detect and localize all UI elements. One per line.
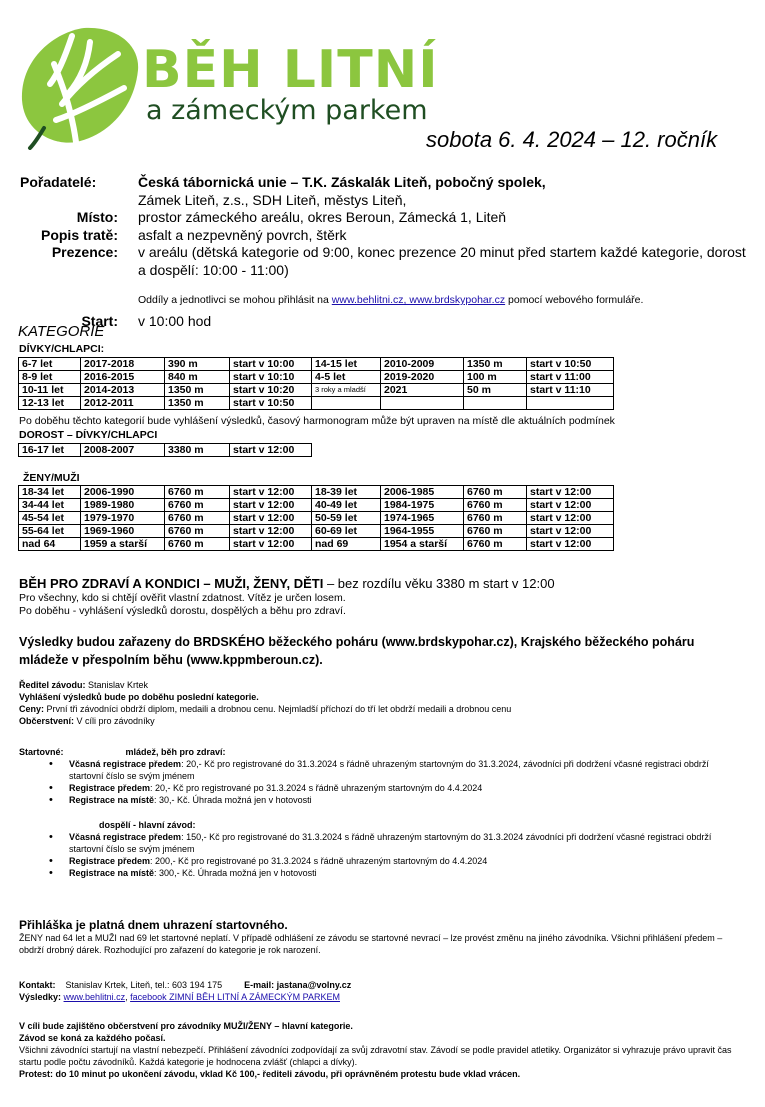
fee-detail: : 30,- Kč. Úhrada možná jen v hotovosti bbox=[154, 795, 312, 805]
table-cell: 1969-1960 bbox=[81, 525, 165, 538]
contact-label: Kontakt: bbox=[19, 980, 56, 990]
table-cell: start v 12:00 bbox=[230, 512, 312, 525]
table-row bbox=[19, 371, 614, 384]
leaf-logo-icon bbox=[14, 24, 144, 150]
application-section bbox=[19, 918, 739, 956]
kids-heading: DÍVKY/CHLAPCI: bbox=[19, 343, 105, 355]
application-title: Přihláška je platná dnem uhrazení startovného. bbox=[19, 918, 288, 932]
table-cell: 16-17 let bbox=[19, 444, 81, 457]
table-cell: 6760 m bbox=[165, 499, 230, 512]
fee-type: Registrace předem bbox=[69, 783, 151, 793]
track-value: asfalt a nezpevněný povrch, štěrk bbox=[138, 226, 347, 243]
application-text: ŽENY nad 64 let a MUŽI nad 69 let startovné neplatí. V případě odhlášení ze závodu se startovné nevrací – lze provést změnu na jiného závodníka. Všichni přihlášení předem – obdrží drobný dárek. Rozhodující pro zařazení do kategorie je rok narození. bbox=[19, 933, 723, 955]
table-cell: nad 64 bbox=[19, 538, 81, 551]
table-cell: 6760 m bbox=[464, 486, 527, 499]
start-value: v 10:00 hod bbox=[138, 312, 212, 329]
table-cell: start v 10:00 bbox=[230, 358, 312, 371]
table-cell: 2008-2007 bbox=[81, 444, 165, 457]
director-value: Stanislav Krtek bbox=[85, 680, 149, 690]
kids-note: Po doběhu těchto kategorií bude vyhlášení výsledků, časový harmonogram může být upraven na místě dle aktuálních podmínek bbox=[19, 415, 615, 427]
table-cell: 2017-2018 bbox=[81, 358, 165, 371]
table-cell: start v 12:00 bbox=[230, 525, 312, 538]
table-cell: 34-44 let bbox=[19, 499, 81, 512]
table-cell: 14-15 let bbox=[312, 358, 381, 371]
table-cell: start v 12:00 bbox=[527, 486, 614, 499]
fees-section bbox=[19, 746, 739, 879]
fee-detail: : 20,- Kč pro registrované po 31.3.2024 s řádně uhrazeným startovným do 4.4.2024 bbox=[150, 783, 483, 793]
table-cell: 2019-2020 bbox=[381, 371, 464, 384]
table-cell: 6760 m bbox=[464, 525, 527, 538]
table-cell: 18-39 let bbox=[312, 486, 381, 499]
table-cell: 10-11 let bbox=[19, 384, 81, 397]
refresh-value: V cíli pro závodníky bbox=[74, 716, 155, 726]
table-row bbox=[19, 384, 614, 397]
registration-value: v areálu (dětská kategorie od 9:00, konec prezence 20 minut před startem každé kategorie, dorost a dospělí: 10:00 - 11:00) bbox=[138, 244, 746, 278]
table-cell: 8-9 let bbox=[19, 371, 81, 384]
table-cell: start v 12:00 bbox=[527, 525, 614, 538]
table-row bbox=[19, 525, 614, 538]
contact-text: Stanislav Krtek, Liteň, tel.: 603 194 175 bbox=[65, 980, 223, 990]
fee-detail: : 150,- Kč pro registrované do 31.3.2024 s řádně uhrazeným startovným do 31.3.2024 závodníci při dodržení včasné registraci obdrží startovní číslo se svým jménem bbox=[69, 832, 712, 854]
table-cell: 1979-1970 bbox=[81, 512, 165, 525]
table-cell: 2006-1990 bbox=[81, 486, 165, 499]
health-run-section bbox=[19, 576, 749, 618]
fee-detail: : 300,- Kč. Úhrada možná jen v hotovosti bbox=[154, 868, 317, 878]
contact-email: E-mail: jastana@volny.cz bbox=[244, 980, 352, 990]
announce-text: Vyhlášení výsledků bude po doběhu poslední kategorie. bbox=[19, 692, 259, 702]
table-cell: 1350 m bbox=[165, 384, 230, 397]
fees-youth-heading: mládež, běh pro zdraví: bbox=[125, 747, 226, 757]
table-cell: 1984-1975 bbox=[381, 499, 464, 512]
table-cell: start v 12:00 bbox=[230, 538, 312, 551]
table-cell: 1954 a starší bbox=[381, 538, 464, 551]
refresh-label: Občerstvení: bbox=[19, 716, 75, 726]
fee-type: Registrace na místě bbox=[69, 795, 155, 805]
fees-label: Startovné: bbox=[19, 747, 64, 757]
footer-line-3: Všichni závodníci startují na vlastní nebezpečí. Přihlášení závodníci zodpovídají za svůj zdravotní stav. Závodí se podle pravidel atletiky. Organizátor si vyhrazuje právo upravit čas startu podle počtu závodníků. Každá kategorie je hodnocena zvlášť (chlapci a dívky). bbox=[19, 1045, 732, 1067]
footer-line-2: Závod se koná za každého počasí. bbox=[19, 1033, 166, 1043]
event-title: BĚH LITNÍ bbox=[142, 40, 439, 100]
online-text-end: pomocí webového formuláře. bbox=[505, 294, 644, 306]
table-cell: start v 12:00 bbox=[527, 538, 614, 551]
table-cell: nad 69 bbox=[312, 538, 381, 551]
organizers-line-2: Zámek Liteň, z.s., SDH Liteň, městys Liteň, bbox=[138, 191, 407, 208]
table-cell: 6760 m bbox=[464, 499, 527, 512]
table-cell: 45-54 let bbox=[19, 512, 81, 525]
prizes-value: První tři závodníci obdrží diplom, medaili a drobnou cenu. Nejmladší příchozí do tří let obdrží medaili a drobnou cenu bbox=[44, 704, 512, 714]
table-cell: start v 11:00 bbox=[527, 371, 614, 384]
results-link-facebook[interactable]: facebook ZIMNÍ BĚH LITNÍ A ZÁMECKÝM PARKEM bbox=[130, 992, 340, 1002]
director-label: Ředitel závodu: bbox=[19, 680, 86, 690]
table-cell: 6760 m bbox=[165, 512, 230, 525]
table-cell: 60-69 let bbox=[312, 525, 381, 538]
table-row bbox=[19, 486, 614, 499]
table-cell: 1964-1955 bbox=[381, 525, 464, 538]
table-cell: start v 10:50 bbox=[527, 358, 614, 371]
event-info bbox=[20, 174, 750, 330]
event-subtitle: a zámeckým parkem bbox=[146, 95, 428, 126]
youth-heading: DOROST – DÍVKY/CHLAPCI bbox=[19, 429, 158, 441]
table-cell: 390 m bbox=[165, 358, 230, 371]
table-cell: 1350 m bbox=[464, 358, 527, 371]
results-note: Výsledky budou zařazeny do BRDSKÉHO běžeckého poháru (www.brdskypohar.cz), Krajského běžeckého poháru mládeže v přespolním běhu (www.kppmberoun.cz). bbox=[19, 635, 695, 667]
youth-table bbox=[18, 443, 312, 457]
list-item bbox=[19, 867, 739, 879]
table-cell: 2016-2015 bbox=[81, 371, 165, 384]
table-cell: start v 12:00 bbox=[230, 444, 312, 457]
table-cell: start v 12:00 bbox=[230, 486, 312, 499]
table-cell: start v 12:00 bbox=[230, 499, 312, 512]
table-cell: start v 10:10 bbox=[230, 371, 312, 384]
fee-type: Registrace na místě bbox=[69, 868, 155, 878]
table-cell: 840 m bbox=[165, 371, 230, 384]
table-cell: 6760 m bbox=[464, 538, 527, 551]
table-cell: 6760 m bbox=[165, 525, 230, 538]
fee-detail: : 20,- Kč pro registrované do 31.3.2024 s řádně uhrazeným startovným do 31.3.2024, závodníci při dodržení včasné registraci obdrží startovní číslo se svým jménem bbox=[69, 759, 709, 781]
table-cell: 2006-1985 bbox=[381, 486, 464, 499]
table-cell: 18-34 let bbox=[19, 486, 81, 499]
list-item bbox=[19, 782, 739, 794]
online-registration bbox=[138, 292, 750, 310]
table-cell: start v 12:00 bbox=[527, 499, 614, 512]
place-value: prostor zámeckého areálu, okres Beroun, Zámecká 1, Liteň bbox=[138, 209, 507, 225]
details-section bbox=[19, 679, 749, 727]
online-registration-link[interactable]: www.behlitni.cz, www.brdskypohar.cz bbox=[331, 294, 506, 306]
results-link-web[interactable]: www.behlitni.cz bbox=[63, 992, 126, 1002]
table-cell: 55-64 let bbox=[19, 525, 81, 538]
event-date: sobota 6. 4. 2024 – 12. ročník bbox=[426, 127, 718, 152]
table-cell: start v 10:20 bbox=[230, 384, 312, 397]
health-run-line-2: Po doběhu - vyhlášení výsledků dorostu, dospělých a běhu pro zdraví. bbox=[19, 605, 346, 617]
kids-table bbox=[18, 357, 614, 410]
fees-adult-heading: dospělí - hlavní závod: bbox=[99, 820, 196, 830]
table-cell bbox=[527, 397, 614, 410]
table-cell: 2014-2013 bbox=[81, 384, 165, 397]
organizers-line-1: Česká tábornická unie – T.K. Záskalák Liteň, pobočný spolek, bbox=[138, 174, 546, 190]
table-cell: 2012-2011 bbox=[81, 397, 165, 410]
table-cell: start v 11:10 bbox=[527, 384, 614, 397]
table-row bbox=[19, 358, 614, 371]
adult-fees-list bbox=[19, 831, 739, 879]
adults-heading: ŽENY/MUŽI bbox=[23, 472, 80, 484]
table-row bbox=[19, 512, 614, 525]
table-cell: 6760 m bbox=[165, 538, 230, 551]
table-cell: 50 m bbox=[464, 384, 527, 397]
footer-line-1: V cíli bude zajištěno občerstvení pro závodníky MUŽI/ŽENY – hlavní kategorie. bbox=[19, 1021, 353, 1031]
table-cell bbox=[381, 397, 464, 410]
table-cell: start v 10:50 bbox=[230, 397, 312, 410]
youth-fees-list bbox=[19, 758, 739, 806]
start-label: Start: bbox=[81, 312, 118, 329]
table-cell: 50-59 let bbox=[312, 512, 381, 525]
fee-detail: : 200,- Kč pro registrované po 31.3.2024 s řádně uhrazeným startovným do 4.4.2024 bbox=[150, 856, 488, 866]
list-item bbox=[19, 831, 739, 855]
table-row bbox=[19, 499, 614, 512]
table-cell: 6760 m bbox=[165, 486, 230, 499]
place-label: Místo: bbox=[76, 209, 118, 225]
online-text: Oddíly a jednotlivci se mohou přihlásit na bbox=[138, 294, 332, 306]
table-cell: 1974-1965 bbox=[381, 512, 464, 525]
table-row bbox=[19, 444, 312, 457]
table-row bbox=[19, 397, 614, 410]
table-cell: 6-7 let bbox=[19, 358, 81, 371]
prizes-label: Ceny: bbox=[19, 704, 45, 714]
table-cell: 3 roky a mladší bbox=[312, 384, 381, 397]
health-run-details: – bez rozdílu věku 3380 m start v 12:00 bbox=[323, 576, 555, 591]
table-cell: 100 m bbox=[464, 371, 527, 384]
table-cell: 3380 m bbox=[165, 444, 230, 457]
fee-type: Registrace předem bbox=[69, 856, 151, 866]
health-run-title: BĚH PRO ZDRAVÍ A KONDICI – MUŽI, ŽENY, DĚTI bbox=[19, 576, 324, 591]
adults-table bbox=[18, 485, 614, 551]
table-cell: 1989-1980 bbox=[81, 499, 165, 512]
table-cell bbox=[312, 397, 381, 410]
list-item bbox=[19, 855, 739, 867]
categories-heading: KATEGORIE bbox=[18, 323, 105, 340]
fee-type: Včasná registrace předem bbox=[69, 759, 182, 769]
table-cell: start v 12:00 bbox=[527, 512, 614, 525]
registration-label: Prezence: bbox=[51, 244, 118, 260]
table-cell: 1959 a starší bbox=[81, 538, 165, 551]
table-cell: 2010-2009 bbox=[381, 358, 464, 371]
contact-section: Kontakt: Stanislav Krtek, Liteň, tel.: 603 194 175 E-mail: jastana@volny.cz Výsledky: www.behlitni.cz, facebook ZIMNÍ BĚH LITNÍ A ZÁMECKÝM PARKEM bbox=[19, 980, 352, 1002]
track-label: Popis tratě: bbox=[40, 226, 118, 243]
table-cell bbox=[464, 397, 527, 410]
results-label: Výsledky: bbox=[19, 992, 62, 1002]
table-cell: 4-5 let bbox=[312, 371, 381, 384]
list-item bbox=[19, 758, 739, 782]
fee-type: Včasná registrace předem bbox=[69, 832, 182, 842]
table-cell: 40-49 let bbox=[312, 499, 381, 512]
table-cell: 12-13 let bbox=[19, 397, 81, 410]
footer-section bbox=[19, 1020, 741, 1080]
table-cell: 6760 m bbox=[464, 512, 527, 525]
footer-line-4: Protest: do 10 minut po ukončení závodu, vklad Kč 100,- řediteli závodu, při oprávněném protestu bude vklad vrácen. bbox=[19, 1069, 521, 1079]
health-run-line-1: Pro všechny, kdo si chtějí ověřit vlastní zdatnost. Vítěz je určen losem. bbox=[19, 592, 346, 604]
table-row bbox=[19, 538, 614, 551]
list-item bbox=[19, 794, 739, 806]
table-cell: 1350 m bbox=[165, 397, 230, 410]
table-cell: 2021 bbox=[381, 384, 464, 397]
organizers-label: Pořadatelé: bbox=[20, 174, 97, 190]
